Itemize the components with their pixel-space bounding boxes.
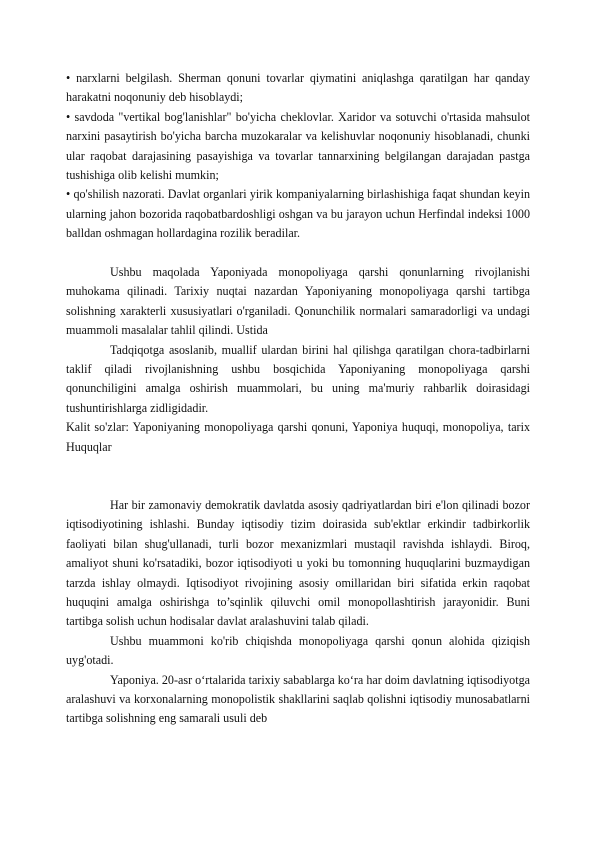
problem-paragraph: Ushbu muammoni ko'rib chiqishda monopoliyaga qarshi qonun alohida qiziqish uyg'otadi. <box>66 633 530 668</box>
abstract-continuation: Tadqiqotga asoslanib, muallif ulardan birini hal qilishga qaratilgan chora-tadbirlarni taklif qiladi rivojlanishning ushbu bosqichida Yaponiyaning monopoliyaga qarshi qonunchiligini amalga oshirish muammolari, bu uning ma'muriy rahbarlik doirasidagi tushuntirishlarga zidligidadir. <box>66 342 530 415</box>
bullet-merger-control: • qo'shilish nazorati. Davlat organlari yirik kompaniyalarning birlashishiga faqat shundan keyin ularning jahon bozorida raqobatbardoshligi oshgan va bu jarayon uchun Herfindal indeksi 1000 balldan oshmagan hollardagina rozilik beradilar. <box>66 187 530 241</box>
document-body <box>66 69 530 729</box>
keywords-line: Kalit so'zlar: Yaponiyaning monopoliyaga qarshi qonuni, Yaponiya huquqi, monopoliya, tarix Huquqlar <box>66 420 530 454</box>
bullet-vertical-restrictions: • savdoda "vertikal bog'lanishlar" bo'yicha cheklovlar. Xaridor va sotuvchi o'rtasida mahsulot narxini pasaytirish bo'yicha barcha muzokaralar va kelishuvlar noqonuniy hisoblanadi, chunki ular raqobat darajasining pasayishiga va tovarlar tannarxining belgilangan darajadan pastga tushishiga olib kelishi mumkin; <box>66 109 530 183</box>
intro-paragraph: Har bir zamonaviy demokratik davlatda asosiy qadriyatlardan biri e'lon qilinadi bozor iqtisodiyotining ishlashi. Bunday iqtisodiy tizim doirasida sub'ektlar erkindir tadbirkorlik faoliyati bilan shug'ullanadi, turli bozor mexanizmlari mustaqil ravishda ishlaydi. Biroq, amaliyot shuni ko'rsatadiki, bozor iqtisodiyoti u yoki bu tomonning huquqlarini buzmaydigan tarzda ishlay olmaydi. Iqtisodiyot rivojining asosiy omillaridan biri sifatida erkin raqobat huquqini amalga oshirishga to’sqinlik qiluvchi omil monopollashtirish jarayonidir. Buni tartibga solish uchun hodisalar davlat aralashuvini talab qiladi. <box>66 497 530 629</box>
abstract-paragraph: Ushbu maqolada Yaponiyada monopoliyaga qarshi qonunlarning rivojlanishi muhokama qilinadi. Tarixiy nuqtai nazardan Yaponiyaning monopoliyaga qarshi tartibga solishning xarakterli xususiyatlari o'rganiladi. Qonunchilik normalari samaradorligi va undagi muammoli masalalar tahlil qilindi. Ustida <box>66 265 530 338</box>
japan-paragraph: Yaponiya. 20-asr o‘rtalarida tarixiy sabablarga ko‘ra har doim davlatning iqtisodiyotga aralashuvi va korxonalarning monopolistik shakllarini saqlab qolishni iqtisodiy munosabatlarni tartibga solishning eng samarali usuli deb <box>66 672 530 726</box>
bullet-price-fixing: • narxlarni belgilash. Sherman qonuni tovarlar qiymatini aniqlashga qaratilgan har qanday harakatni noqonuniy deb hisoblaydi; <box>66 71 530 105</box>
